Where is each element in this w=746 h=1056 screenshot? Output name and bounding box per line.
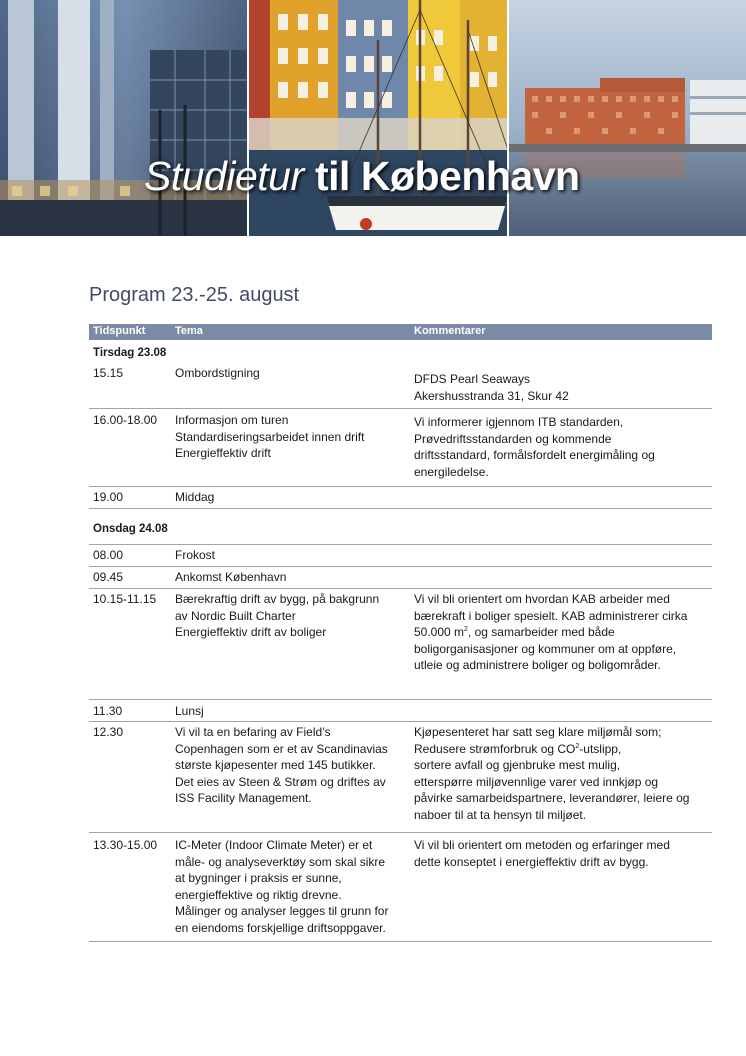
topic-line: ISS Facility Management. (175, 791, 312, 805)
topic-line: en eiendoms forskjellige driftsoppgaver. (175, 920, 386, 935)
comment-line: Vi vil bli orientert om metoden og erfaringer med (414, 838, 670, 852)
banner-title (144, 150, 580, 202)
topic-line: av Nordic Built Charter (175, 608, 296, 623)
header-banner (0, 0, 746, 236)
row-topic (175, 837, 407, 936)
row-time: 19.00 (93, 490, 124, 504)
comment-line: påvirke samarbeidspartnere, leverandører, leiere og (414, 791, 690, 805)
topic-line: Målinger og analyser legges til grunn for (175, 904, 389, 918)
topic-line: største kjøpesenter med 145 butikker. (175, 758, 376, 772)
topic-line: energieffektive og riktig drevne. (175, 887, 342, 902)
comment-line: utleie og administrere boliger og boligområder. (414, 658, 661, 672)
comment-line: etterspørre miljøvennlige varer ved innkjøp og (414, 774, 659, 789)
comment-line: naboer til at ta hensyn til miljøet. (414, 807, 587, 822)
row-time: 15.15 (93, 366, 124, 380)
row-comment (414, 591, 710, 674)
table-row (89, 487, 712, 509)
comment-line: Prøvedriftsstandarden og kommende (414, 431, 612, 446)
table-row (89, 700, 712, 722)
topic-line: Det eies av Steen & Strøm og driftes av (175, 774, 386, 789)
row-comment (414, 371, 710, 404)
comment-line: driftsstandard, formålsfordelt energimåling og (414, 448, 655, 462)
comment-line: dette konseptet i energieffektiv drift av bygg. (414, 854, 649, 869)
topic-line: Energieffektiv drift av boliger (175, 625, 327, 639)
row-topic (175, 489, 407, 506)
row-topic (175, 569, 407, 586)
table-header (89, 324, 712, 340)
row-time: 13.30-15.00 (93, 838, 158, 852)
row-time: 10.15-11.15 (93, 592, 157, 606)
comment-line: Vi informerer igjennom ITB standarden, (414, 415, 624, 429)
comment-line: boligorganisasjoner og kommuner om at oppføre, (414, 641, 677, 656)
comment-line: DFDS Pearl Seaways (414, 372, 531, 386)
table-row (89, 722, 712, 833)
row-topic (175, 547, 407, 564)
topic-line: at bygninger i praksis er sunne, (175, 871, 342, 885)
header-comment: Kommentarer (414, 325, 486, 337)
day-block (89, 509, 712, 545)
table-row (89, 567, 712, 589)
comment-line: Vi vil bli orientert om hvordan KAB arbeider med (414, 592, 670, 606)
row-time: 12.30 (93, 725, 124, 739)
row-topic (175, 703, 407, 720)
topic-line: måle- og analyseverktøy som skal sikre (175, 854, 386, 869)
row-comment (414, 724, 710, 823)
row-topic (175, 724, 407, 807)
table-row (89, 409, 712, 487)
row-topic (175, 365, 407, 382)
comment-line: 50.000 $m^2$, og samarbeider med både (414, 625, 615, 639)
topic-line: Middag (175, 490, 215, 504)
row-comment (414, 414, 710, 480)
day-label: Tirsdag 23.08 (93, 347, 167, 359)
comment-line: sortere avfall og gjenbruke mest mulig, (414, 758, 621, 772)
topic-line: Energieffektiv drift (175, 446, 271, 460)
page-title: Program 23.-25. august (89, 284, 300, 306)
table-row (89, 545, 712, 567)
topic-line: IC-Meter (Indoor Climate Meter) er et (175, 838, 373, 852)
topic-line: Ombordstigning (175, 366, 260, 380)
row-comment (414, 837, 710, 870)
banner-title-bold: til København (315, 153, 580, 199)
row-time: 09.45 (93, 570, 124, 584)
banner-title-italic: Studietur (144, 153, 304, 199)
header-topic: Tema (175, 325, 203, 337)
topic-line: Copenhagen som er et av Scandinavias (175, 741, 388, 756)
comment-line: Akershusstranda 31, Skur 42 (414, 388, 569, 403)
row-time: 08.00 (93, 548, 124, 562)
comment-line: Redusere strømforbruk og $CO^2$-utslipp, (414, 741, 622, 756)
table-row (89, 589, 712, 700)
table-row (89, 364, 712, 409)
topic-line: Frokost (175, 548, 216, 562)
topic-line: Vi vil ta en befaring av Field’s (175, 725, 331, 739)
row-time: 16.00-18.00 (93, 413, 158, 427)
comment-line: bærekraft i boliger spesielt. KAB administrerer cirka (414, 608, 688, 623)
row-topic (175, 591, 407, 641)
comment-line: Kjøpesenteret har satt seg klare miljømål som; (414, 725, 662, 739)
table-row (89, 833, 712, 942)
comment-line: energiledelse. (414, 464, 489, 479)
day-label: Onsdag 24.08 (93, 523, 168, 535)
schedule-table (89, 324, 712, 942)
topic-line: Lunsj (175, 704, 204, 718)
topic-line: Ankomst København (175, 570, 287, 584)
topic-line: Bærekraftig drift av bygg, på bakgrunn (175, 592, 380, 606)
topic-line: Informasjon om turen (175, 413, 289, 427)
topic-line: Standardiseringsarbeidet innen drift (175, 429, 365, 444)
header-time: Tidspunkt (93, 325, 146, 337)
row-topic (175, 412, 407, 462)
row-time: 11.30 (93, 704, 123, 718)
